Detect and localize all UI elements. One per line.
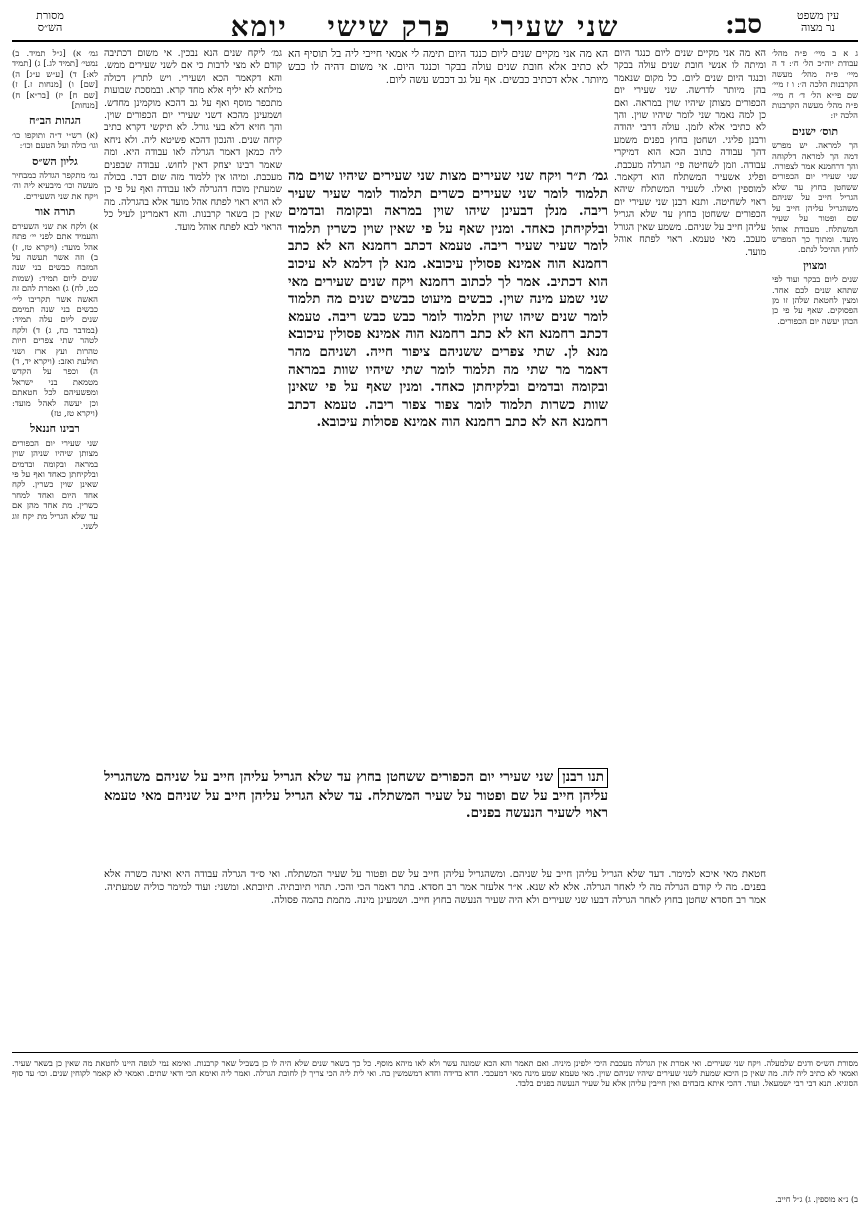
gemara-bottom-text: חטאת מאי איכא למימר. דעד שלא הגריל עליהן חייב על שניהם. ומשהגריל עליהן חייב על שם ופטור על שעיר המשתלח. ואי ס״ד הגרלה עבודה היא ואינה כשרה אלא בפנים. מה לי קודם הגרלה מה לי לאחר הגרלה. אלא לא שנא. א״ר אלעזר אמר רב חסדא. בתר דאמר הכי והכי. תהוי תיובתיה. תיובתא. ומשני: ועוד למימר כוליה שמעתיה. אמר רב חסדא שחטן בחוץ לאחר הגרלה דבעו שני שעירים ולא היה שעיר הנעשה בחוץ חייב. ושמעינן מינה. מתמת בהמה פסולה. bbox=[104, 869, 766, 906]
rashi-text: הא מה אני מקיים שנים ליום כנגד היום ומיתה לו אנשי חובת שנים עולה בבקר וכנגד היום שנים ליום. כל מקום שנאמר בהן מיותר לדרשה. שני שעירי יום הכפורים מצותן שיהיו שוין במראה. ואם כן למה נאמר שני לומר שיהיו שוין. והך לא כתיבי אלא לזמן. עולה דרבי יהודה ורבנן פליגי. ושחטן בחוץ בפנים משמע דהך עבודה כתוב הכא הוא דמיקרי עבודה. וזמן לשחיטה פי׳ הגרלה מעכבת. ופליג אשעיר המשתלח הוא דקאמר. למוספין ואילו. לשעיר המשתלח שיהא ראוי לשחיטה. ותנא רבנן שני שעירי יום הכפורים ששחטן בחוץ עד שלא הגריל עליהן חייב על שניהם. משמע שאין הגורל מעכב. מאי טעמא. ראוי לפתח אוהל מועד. bbox=[614, 48, 766, 258]
title-left: יומא bbox=[230, 10, 288, 43]
footer-divider bbox=[12, 1052, 858, 1053]
mivtza-text: שנים ליום בבקר ועוד לפי שתהא שנים לכם אחד. ומצין לחטאת שלהן זו מן הפסוקים. שאף על פי כן הכהן יעשה יום הכפורים. bbox=[772, 274, 858, 326]
hagahot-text: (א) רש״י ד״ה ותוקפו כו׳ וגו׳ כולה ועל הטעם וכו׳: bbox=[12, 129, 98, 151]
tosafot-yeshanim-text: הך למראה. יש מפרש דמה הך למראה דלקוחה והך דרחמנא אמר לצפורה. שני שעירי יום הכפורים ששחטן בחוץ עד שלא הגריל חייב על שניהם משהגריל עליהן חייב על שם ופטור על שעיר המשתלח. מעבודת אוהל מועד. ומתוך כך המפרש לחוץ ההיכל לנתם. bbox=[772, 140, 858, 255]
title-middle: פרק שישי bbox=[327, 10, 452, 43]
gemara-main bbox=[288, 168, 608, 728]
gemara-top-text: הא מה אני מקיים שנים ליום כנגד היום תימה לי אמאי חייבי ליה בל תוסיף הא לא כתיב אלא חובת שנים עולה בבקר וכנגד היום. אי משום דהיה לו כבש מיותר. אלא דכתיב כבשים. אף על גב דכבש עשה ליום. bbox=[288, 48, 608, 87]
title-right: שני שעירי bbox=[491, 10, 620, 43]
torah-or-text: א) ולקח את שני השעירם והעמיד אתם לפני יי׳ פתח אהל מועד: (ויקרא טז, ז) ב) וזה אשר תעשה על המזבח כבשים בני שנה שנים ליום תמיד: (שמות כט, לח) ג) ואמרת להם זה האשה אשר תקריבו ליי׳ כבשים בני שנה תמימם שנים ליום עלה תמיד: (במדבר כח, ג) ד) ולקח לטהר שתי צפרים חיות טהרות ועץ ארז ושני תולעת ואזב: (ויקרא יד, ד) ה) וכפר על הקדש מטמאת בני ישראל ומפשעיהם לכל חטאתם וכן יעשה לאהל מועד: (ויקרא טז, טז) bbox=[12, 220, 98, 418]
masoret-label: מסורת הש״ס bbox=[36, 9, 64, 34]
talmud-page bbox=[12, 8, 858, 1204]
ein-mishpat-label: עין משפט נר מצוה bbox=[796, 9, 840, 34]
footer-notes: ב) נ״א מוספין. ג) ג״ל חייב. bbox=[775, 1195, 858, 1204]
tosafot-yeshanim-title: תוס׳ ישנים bbox=[791, 124, 839, 138]
mivtza-title: ומצוין bbox=[803, 258, 827, 272]
gilyon-text: גמ׳ מתקפר הגדלה כמבחיר מעשה וכו׳ מיבעיא ליה וה׳ ויקח את שני השעירים. bbox=[12, 170, 98, 201]
gemara-wide-text: שני שעירי יום הכפורים ששחטן בחוץ עד שלא הגריל עליהן חייב על שניהם משהגריל עליהן חייב על שם ופטור על שעיר המשתלח. עד שלא הגריל עליהן חייב על שניהם מאי טעמא ראוי לשעיר הנעשה בפנים. bbox=[104, 769, 608, 822]
tosafot-text: גמ׳ ליקח שנים הנא נבכין. אי משום דכתיבה קודם לא מצי לרבות כי אם לשני שעירים ממש. והא דקאמר הכא ושעירי. ויש לתרץ דכולה מילתא לא יליף אלא מחד קרא. ובמסכת שבועות מתכפר מוסף ואף על גב דהכא מוקמינן מחדש. ושמעינן מהכא דשני שעירי יום הכפורים שוין. והך חזיא דלא בעי גורל. לא תיקשי דקרא כתיב קיחה שנים. והנכון דהכא פשיטא ליה. ולא ניחא ליה כמאן דאמר הגרלה לאו עבודה היא. ומה שאמר רבינו יצחק דאין לחוש. עבודה שבפנים מעכבת. ומיהו אין ללמוד מזה שום דבר. בכולה שמעתין מוכח דהגרלה לאו עבודה ואף על פי כן לא הויא ראוי לפתח אהל מועד אלא בהגרלה. מה שאין כן בשאר קרבנות. והא דאמרינן לעיל כל הראוי לבא לפתח אוהל מועד. bbox=[104, 48, 282, 233]
ein-mishpat-text: ג א ב מיי׳ פ״ה מהל׳ עבודת יוה״כ הל׳ ח׳: ד ה מיי׳ פ״ה מהל׳ מעשה הקרבנות הלכה ה׳: ו ז מיי׳ שם פי״א הל׳ ד׳ ח מיי׳ פ״ה מהל׳ מעשה הקרבנות הלכה יז: bbox=[772, 48, 858, 121]
hagahot-title: הגהות הב״ח bbox=[29, 114, 81, 128]
masoret-text: גמ׳ א) [ג״ל תמיד. ב) נמטי׳ [תמיד לג.] ג) [תמיד לא:] ד) [ע״ש ע״ג] ה) [שם] ו) [מנחות ז.] ז) [שם ח] יז) [בר״א] ח) [מנחות] bbox=[12, 48, 98, 111]
page-title bbox=[142, 10, 708, 44]
rabbeinu-chananel-title: רבינו חננאל bbox=[30, 422, 80, 436]
gemara-wide bbox=[104, 768, 608, 858]
page-header bbox=[12, 8, 858, 42]
footer-commentary: מסורת הש״ס ודגים שלמעלה. ויקח שני שעירים. ואי אמרת אין הגרלה מעכבת היכי ילפינן מיניה. ואם תאמר והא הכא שמונה עשר ולא לאו מיהא מוסף. כל כך בשאר שנים שלא היה לו כן בשביל שאר קרבנות. ואימא נמי לגופה היינו לחטאת מה שאין כן בשאר שעיר. ואמאי לא כתיב ליה לזה. מה שאין כן היכא שמעת לשני שעירים שיהיו שניהם שוין. מאי טעמא שמע מינה מאי דמעכבי. חדא בדידה וחדא דמשמשין בה. ואי לית ליה הכי צריך לן לחובת הגרלה. ואמר ליה ואימא הכי ודאי שתים. ואמאי לא קאמר לקוחין שנים. וכו׳ עד סוף הסוגיא. תנא דבי רבי ישמעאל. ועוד. דהכי איתא בזבחים ואין חייבין עליהן אלא על שעיר הנעשה בפנים בלבד. bbox=[12, 1058, 858, 1089]
torah-or-title: תורה אור bbox=[34, 205, 76, 219]
rabbeinu-chananel-text: שני שעירי יום הכפורים מצותן שיהיו שניהן שוין במראה ובקומה ובדמים ובלקיחתן כאחד ואף על פי שאינן שוין כשרין. לקח אחד היום ואחד למחר כשרין. מת אחד מהן אם עד שלא הגריל מת יקח זוג לשני. bbox=[12, 437, 98, 532]
masoret-column bbox=[12, 48, 98, 1148]
gilyon-title: גליון הש״ס bbox=[32, 154, 78, 168]
ein-mishpat-column bbox=[772, 48, 858, 1148]
gemara-lead-word: גמ׳ bbox=[591, 168, 608, 184]
daf-number: סב: bbox=[725, 10, 762, 40]
gemara-main-text: ת״ר ויקח שני שעירים מצות שני שעירים שיהיו שוים מה תלמוד לומר שני שעירים כשרים תלמוד לומר שעיר שעיר ריבה. מנלן דבעינן שיהו שוין במראה ובקומה ובדמים ובלקיחתן כאחד. ומנין שאף על פי שאין שוין כשרין תלמוד לומר שעיר שעיר ריבה. טעמא דכתב רחמנא הא לא כתב רחמנא הוה אמינא פסולין עיכובא. מנא לן דלמא לא עיכוב הוא דכתיב. אמר לך לכתוב רחמנא ויקח שנים שעירים מאי שני שמע מינה שוין. כבשים מיעוט כבשים שנים מה תלמוד לומר שנים שיהו שוין תלמוד לומר כבש כבש ריבה. טעמא דכתב רחמנא הא לא כתב רחמנא הוה אמינא פסולין עיכובא מנא לן. שתי צפרים ששניהם ציפור חייה. ושניהם מהר דאמר מר שתי מה תלמוד לומר שתי שיהיו שוות במראה ובקומה ובדמים ובלקיחתן כאחד. ומנין שאף על פי שאינן שוות כשרות תלמוד לומר צפור צפור ריבה. טעמא דכתב רחמנא הא לא כתב רחמנא הוה אמינא פסולות עיכובא. bbox=[288, 168, 608, 431]
tanu-rabbanan-label: תנו רבנן bbox=[558, 768, 608, 788]
